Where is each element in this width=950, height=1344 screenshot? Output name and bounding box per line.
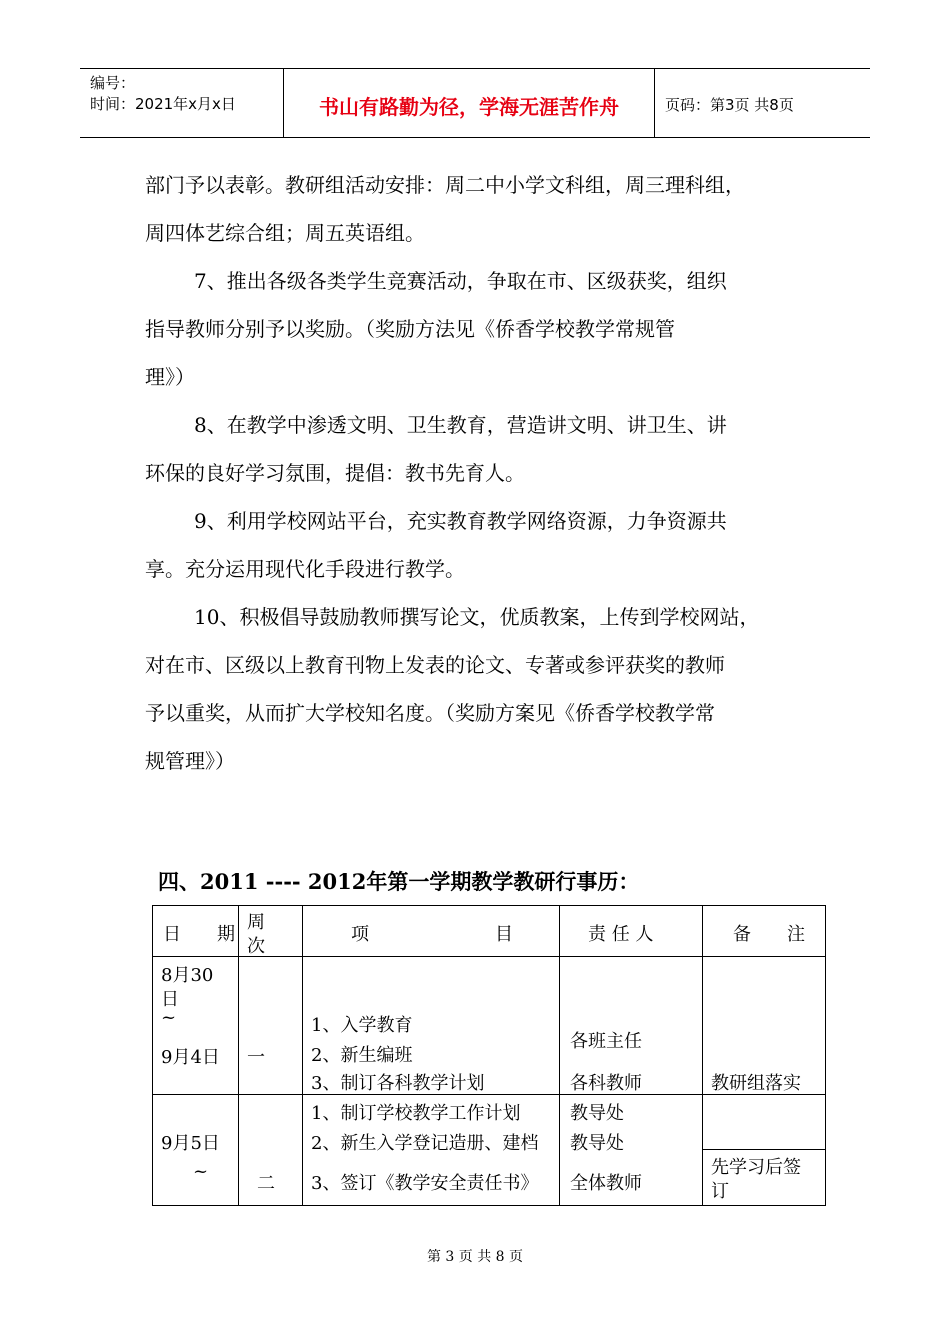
body-line: 规管理》） <box>145 749 235 773</box>
body-line: 环保的良好学习氛围，提倡：教书先育人。 <box>145 461 525 485</box>
header-page-info <box>655 69 870 137</box>
row2-week: 二 <box>239 1095 303 1206</box>
table-row <box>153 1095 826 1206</box>
header-week: 周 次 <box>239 906 303 957</box>
body-line: 8、在教学中渗透文明、卫生教育，营造讲文明、讲卫生、讲 <box>194 413 727 437</box>
table-row <box>153 957 826 1095</box>
page-header <box>80 68 870 138</box>
body-text <box>145 161 825 785</box>
person-line: 各班主任 <box>570 1031 642 1052</box>
body-line: 周四体艺综合组；周五英语组。 <box>145 221 425 245</box>
body-line: 部门予以表彰。教研组活动安排：周二中小学文科组，周三理科组， <box>145 173 745 197</box>
item-line: 3、签订《教学安全责任书》 <box>311 1173 539 1194</box>
row2-items <box>303 1095 560 1206</box>
body-line: 7、推出各级各类学生竞赛活动，争取在市、区级获奖，组织 <box>194 269 727 293</box>
body-line: 理》） <box>145 365 195 389</box>
table-header-row <box>153 906 826 957</box>
number-label: 编号： <box>90 74 136 92</box>
item-line: 2、新生编班 <box>311 1045 413 1066</box>
time-label: 时间：2021年x月x日 <box>90 95 236 113</box>
body-line: 10、积极倡导鼓励教师撰写论文，优质教案，上传到学校网站， <box>194 605 760 629</box>
header-note: 备 注 <box>703 906 826 957</box>
body-line: 指导教师分别予以奖励。（奖励方法见《侨香学校教学常规管 <box>145 317 675 341</box>
header-date: 日 期 <box>153 906 239 957</box>
page-info: 页码：第3页 共8页 <box>665 96 794 114</box>
motto-text: 书山有路勤为径，学海无涯苦作舟 <box>319 95 619 119</box>
item-line: 1、制订学校教学工作计划 <box>311 1103 521 1124</box>
item-line: 1、入学教育 <box>311 1015 413 1036</box>
row1-week: 一 <box>239 957 303 1095</box>
note-divider <box>703 1149 825 1150</box>
schedule-table <box>152 905 826 1206</box>
body-line: 对在市、区级以上教育刊物上发表的论文、专著或参评获奖的教师 <box>145 653 725 677</box>
row1-items <box>303 957 560 1095</box>
header-motto <box>284 69 655 137</box>
item-line: 2、新生入学登记造册、建档 <box>311 1133 539 1154</box>
row2-note: 先学习后签 订 <box>703 1095 826 1206</box>
body-line: 予以重奖，从而扩大学校知名度。（奖励方案见《侨香学校教学常 <box>145 701 715 725</box>
body-line: 享。充分运用现代化手段进行教学。 <box>145 557 465 581</box>
row2-date: 9月5日 ~ <box>153 1095 239 1206</box>
page-footer: 第 3 页 共 8 页 <box>426 1249 524 1265</box>
row1-persons <box>560 957 703 1095</box>
body-line: 9、利用学校网站平台，充实教育教学网络资源，力争资源共 <box>194 509 727 533</box>
person-line: 各科教师 <box>570 1073 642 1094</box>
section-title: 四、2011 ---- 2012年第一学期教学教研行事历： <box>158 869 640 894</box>
item-line: 3、制订各科教学计划 <box>311 1073 485 1094</box>
header-meta <box>80 69 284 137</box>
person-line: 教导处 <box>570 1133 624 1154</box>
header-person: 责 任 人 <box>560 906 703 957</box>
header-item: 项 目 <box>303 906 560 957</box>
row1-note: 教研组落实 <box>703 957 826 1095</box>
row2-persons <box>560 1095 703 1206</box>
person-line: 教导处 <box>570 1103 624 1124</box>
person-line: 全体教师 <box>570 1173 642 1194</box>
row1-date: 8月30 日 ~ 9月4日 <box>153 957 239 1095</box>
